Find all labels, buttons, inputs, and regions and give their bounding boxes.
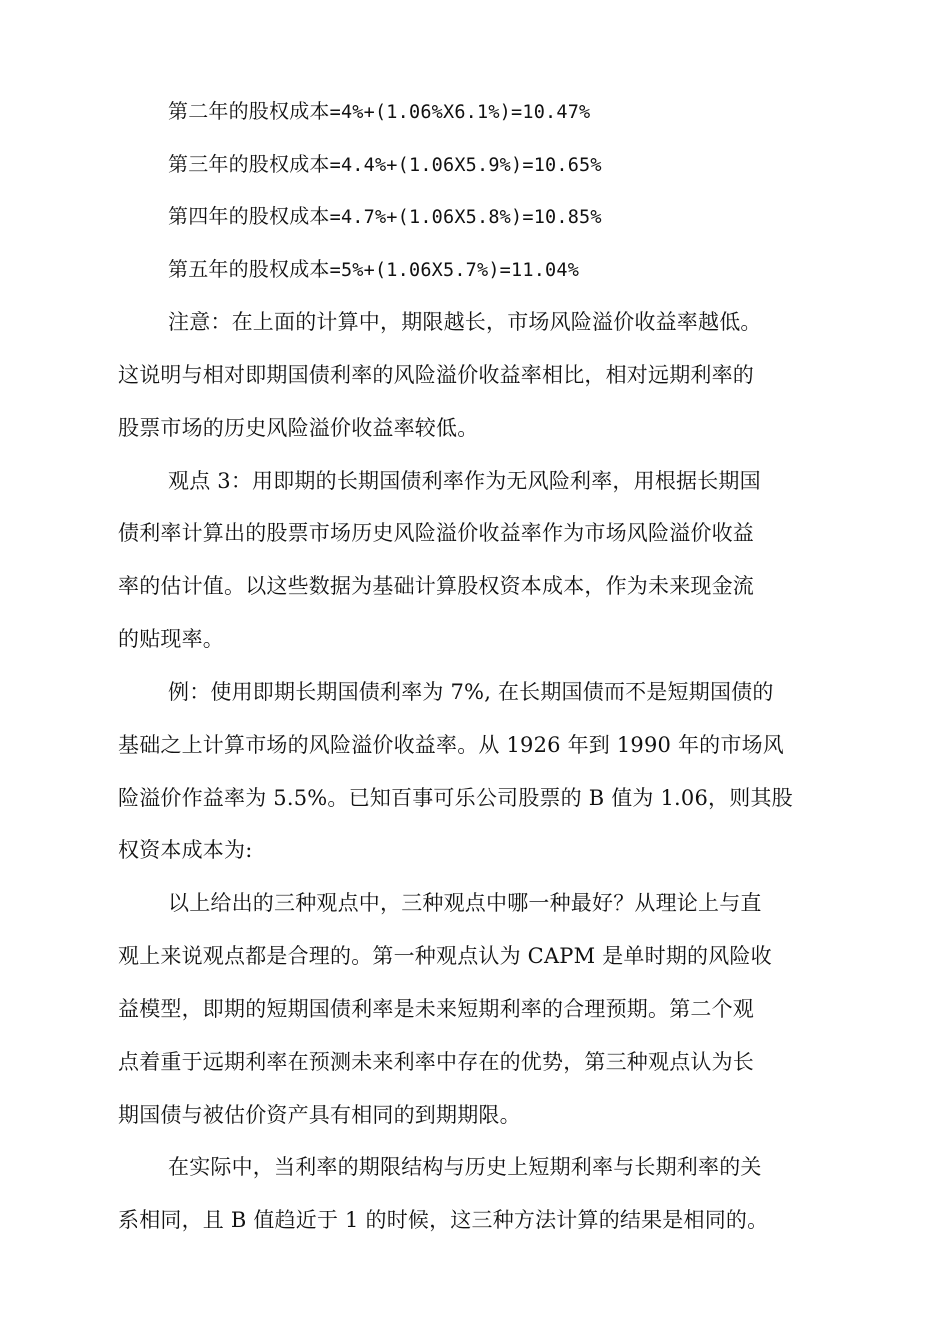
paragraph-example-line: 基础之上计算市场的风险溢价收益率。从 1926 年到 1990 年的市场风 <box>118 733 784 757</box>
paragraph-example-line: 险溢价作益率为 5.5%。已知百事可乐公司股票的 B 值为 1.06，则其股 <box>118 786 793 810</box>
paragraph-view3-line: 观点 3：用即期的长期国债利率作为无风险利率，用根据长期国 <box>168 469 761 493</box>
formula-label: 第五年的股权成本 <box>168 257 330 281</box>
formula-year-3 <box>168 149 602 181</box>
paragraph-practice-line: 在实际中，当利率的期限结构与历史上短期利率与长期利率的关 <box>168 1155 762 1179</box>
formula-expression: =4.4%+(1.06X5.9%)=10.65% <box>329 155 602 176</box>
paragraph-example-line: 权资本成本为: <box>118 838 253 862</box>
paragraph-note-line: 这说明与相对即期国债利率的风险溢价收益率相比，相对远期利率的 <box>118 363 754 387</box>
formula-label: 第四年的股权成本 <box>168 204 330 228</box>
paragraph-comparison-line: 期国债与被估价资产具有相同的到期期限。 <box>118 1103 521 1127</box>
paragraph-comparison-line: 观上来说观点都是合理的。第一种观点认为 CAPM 是单时期的风险收 <box>118 944 772 968</box>
paragraph-view3-line: 的贴现率。 <box>118 627 224 651</box>
formula-year-4 <box>168 201 602 233</box>
paragraph-view3-line: 率的估计值。以这些数据为基础计算股权资本成本，作为未来现金流 <box>118 574 754 598</box>
paragraph-comparison-line: 以上给出的三种观点中，三种观点中哪一种最好？从理论上与直 <box>168 891 762 915</box>
paragraph-view3-line: 债利率计算出的股票市场历史风险溢价收益率作为市场风险溢价收益 <box>118 521 754 545</box>
formula-expression: =4%+(1.06%X6.1%)=10.47% <box>329 102 591 123</box>
paragraph-comparison-line: 益模型，即期的短期国债利率是未来短期利率的合理预期。第二个观 <box>118 997 754 1021</box>
paragraph-example-line: 例：使用即期长期国债利率为 7%, 在长期国债而不是短期国债的 <box>168 680 774 704</box>
formula-expression: =5%+(1.06X5.7%)=11.04% <box>329 260 580 281</box>
formula-label: 第三年的股权成本 <box>168 152 330 176</box>
formula-year-5 <box>168 254 579 286</box>
paragraph-practice-line: 系相同，且 B 值趋近于 1 的时候，这三种方法计算的结果是相同的。 <box>118 1208 769 1232</box>
paragraph-note-line: 注意：在上面的计算中，期限越长，市场风险溢价收益率越低。 <box>168 310 762 334</box>
formula-year-2 <box>168 96 590 128</box>
formula-expression: =4.7%+(1.06X5.8%)=10.85% <box>329 207 602 228</box>
formula-label: 第二年的股权成本 <box>168 99 330 123</box>
paragraph-note-line: 股票市场的历史风险溢价收益率较低。 <box>118 416 479 440</box>
paragraph-comparison-line: 点着重于远期利率在预测未来利率中存在的优势，第三种观点认为长 <box>118 1050 754 1074</box>
